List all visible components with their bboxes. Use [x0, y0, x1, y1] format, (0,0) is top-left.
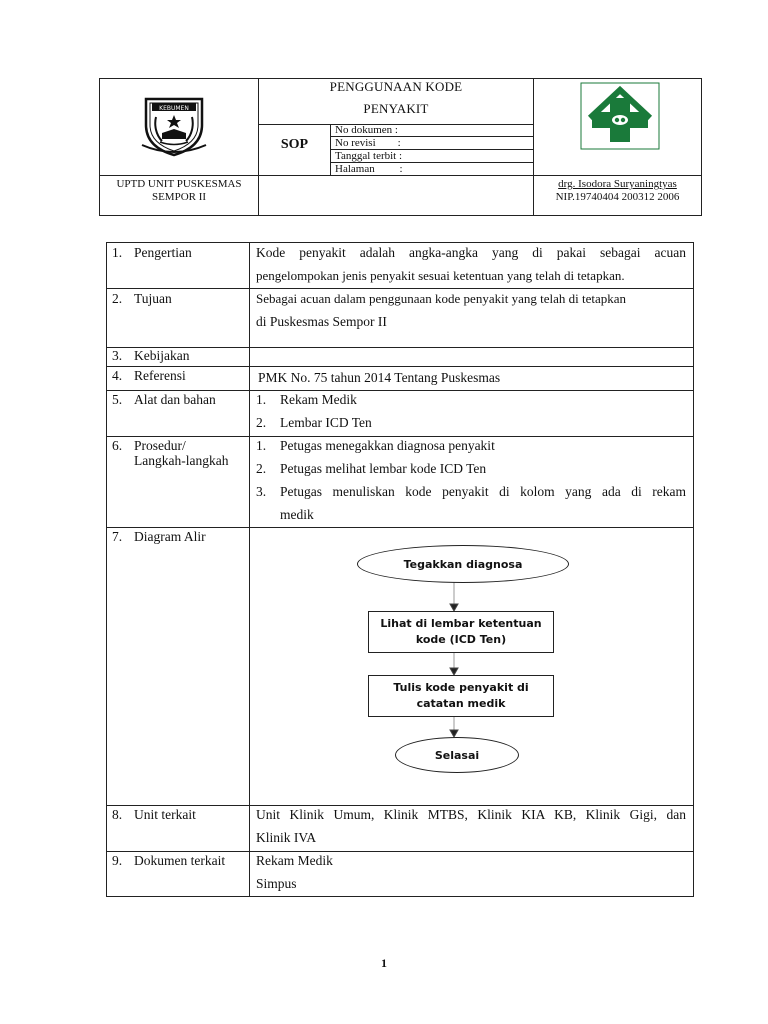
tujuan-text-line1: Sebagai acuan dalam penggunaan kode penyakit yang telah di tetapkan	[256, 291, 626, 306]
row-num: 3.	[112, 348, 123, 363]
row-label-diagram-alir: Diagram Alir	[134, 529, 206, 544]
referensi-text: PMK No. 75 tahun 2014 Tentang Puskesmas	[258, 370, 501, 385]
list-item: 2. Petugas melihat lembar kode ICD Ten	[256, 461, 487, 476]
row-label-unit-terkait: Unit terkait	[134, 807, 196, 822]
signer-name: drg. Isodora Suryaningtyas	[558, 178, 677, 190]
flow-step-tulis-kode: Tulis kode penyakit di catatan medik	[368, 675, 554, 717]
row-num: 6.	[112, 438, 123, 453]
list-item: 3. Petugas menuliskan kode penyakit di kolom yang ada di rekam	[256, 484, 686, 499]
alat-bahan-list	[256, 388, 686, 434]
dokumen-terkait-line2: Simpus	[256, 876, 297, 891]
unit-name-line2: SEMPOR II	[151, 191, 207, 203]
sop-label: SOP	[280, 137, 309, 152]
row-label-tujuan: Tujuan	[134, 291, 172, 306]
flow-start-terminator: Tegakkan diagnosa	[357, 545, 569, 583]
row-num: 9.	[112, 853, 123, 868]
list-item: 1. Rekam Medik	[256, 392, 357, 407]
pengertian-text-line2: pengelompokan jenis penyakit sesuai ketentuan yang telah di tetapkan.	[256, 268, 625, 283]
doc-title-line1: PENGGUNAAN KODE	[329, 79, 463, 94]
unit-terkait-line2: Klinik IVA	[256, 830, 317, 845]
row-num: 5.	[112, 392, 123, 407]
row-label-pengertian: Pengertian	[134, 245, 192, 260]
unit-terkait-line1: Unit Klinik Umum, Klinik MTBS, Klinik KIA KB, Klinik Gigi, dan	[256, 807, 686, 822]
row-label-alat-dan-bahan: Alat dan bahan	[134, 392, 216, 407]
signer-nip: NIP.19740404 200312 2006	[555, 191, 680, 203]
dokumen-terkait-line1: Rekam Medik	[256, 853, 333, 868]
meta-halaman: Halaman :	[335, 163, 403, 175]
kebumen-crest-logo	[140, 95, 208, 157]
page-number: 1	[381, 956, 387, 970]
row-label-prosedur: Prosedur/	[134, 438, 186, 453]
meta-tanggal-terbit: Tanggal terbit :	[335, 150, 403, 162]
row-label-kebijakan: Kebijakan	[134, 348, 190, 363]
svg-text:KEBUMEN: KEBUMEN	[159, 105, 189, 112]
list-item-continuation: medik	[280, 507, 314, 522]
row-num: 7.	[112, 529, 123, 544]
flow-step-lihat-kode: Lihat di lembar ketentuan kode (ICD Ten)	[368, 611, 554, 653]
tujuan-text-line2: di Puskesmas Sempor II	[256, 314, 387, 329]
pengertian-text-line1: Kode penyakit adalah angka-angka yang di pakai sebagai acuan	[256, 245, 686, 260]
prosedur-list	[256, 434, 686, 526]
meta-no-revisi: No revisi :	[335, 137, 401, 149]
doc-title-line2: PENYAKIT	[363, 101, 429, 116]
meta-no-dokumen: No dokumen :	[335, 124, 398, 136]
row-num: 1.	[112, 245, 123, 260]
puskesmas-logo	[580, 82, 660, 150]
row-num: 4.	[112, 368, 123, 383]
list-item: 1. Petugas menegakkan diagnosa penyakit	[256, 438, 495, 453]
row-num: 2.	[112, 291, 123, 306]
unit-name-line1: UPTD UNIT PUSKESMAS	[116, 178, 242, 190]
row-label-referensi: Referensi	[134, 368, 186, 383]
list-item: 2. Lembar ICD Ten	[256, 415, 372, 430]
row-label-dokumen-terkait: Dokumen terkait	[134, 853, 226, 868]
flow-end-terminator: Selasai	[395, 737, 519, 773]
row-label-langkah: Langkah-langkah	[134, 453, 229, 468]
row-num: 8.	[112, 807, 123, 822]
